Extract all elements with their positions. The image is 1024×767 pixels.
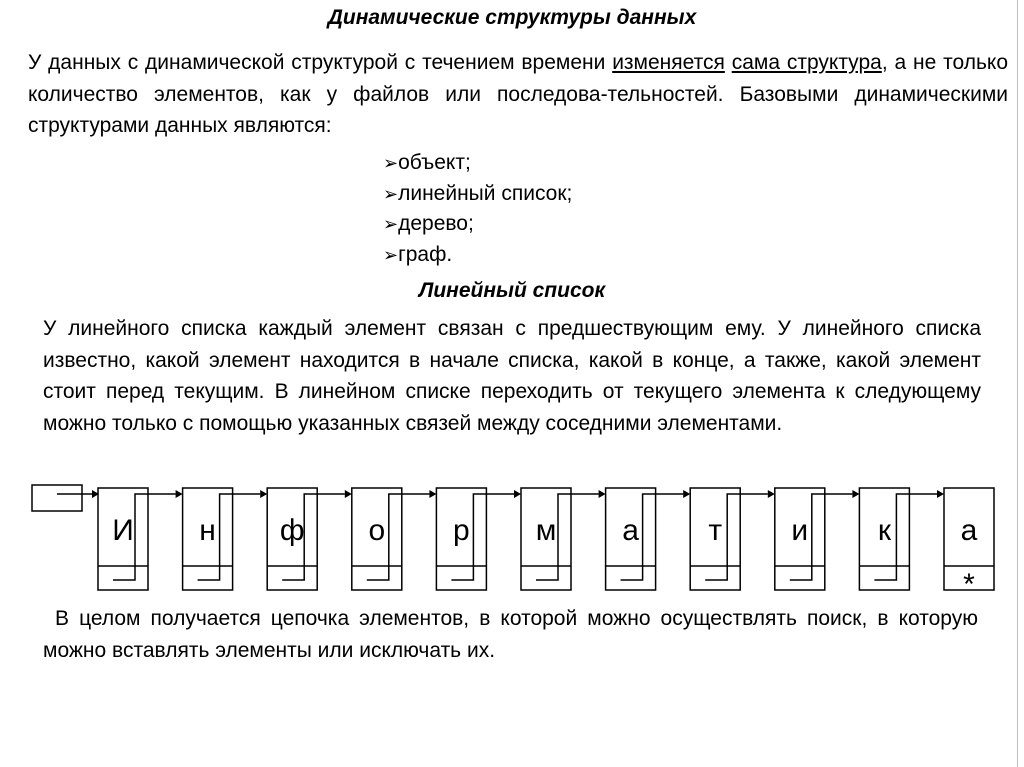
node-link-arrowhead [852, 490, 859, 498]
section-subtitle: Линейный список [418, 279, 606, 302]
conclusion-paragraph: В целом получается цепочка элементов, в которой можно осуществлять поиск, в которую можно вставлять элементы или исключать их. [43, 607, 978, 662]
list-item-label: линейный список; [398, 181, 573, 205]
arrow-bullet-icon: ➢ [383, 183, 399, 204]
node-link-arrowhead [683, 490, 690, 498]
arrow-bullet-icon: ➢ [383, 214, 399, 234]
head-pointer-box [32, 485, 82, 511]
list-item [383, 240, 572, 271]
slide-border [1017, 0, 1018, 767]
node-letter: н [199, 514, 216, 547]
node-letter: м [535, 514, 557, 547]
structure-list [383, 148, 572, 270]
node-link-arrowhead [768, 490, 775, 498]
node-link-arrowhead [599, 490, 606, 498]
intro-space [725, 51, 732, 74]
list-item-label: объект; [398, 151, 471, 174]
node-link-arrowhead [345, 490, 352, 498]
arrow-bullet-icon: ➢ [383, 244, 399, 265]
intro-text-2: , а не только количество элементов, как у файлов или последова-тельностей. Базовыми динамическими структурами данных являются: [28, 51, 1008, 137]
node-letter: т [708, 514, 723, 547]
node-letter: И [112, 514, 134, 547]
null-pointer-marker: * [963, 568, 975, 600]
node-letter: а [960, 514, 978, 547]
node-letter: р [453, 514, 470, 547]
node-letter: о [368, 514, 386, 547]
intro-underline-2: сама структура [731, 51, 882, 74]
node-letter: ф [279, 514, 305, 547]
intro-paragraph [28, 47, 1008, 142]
node-letter: а [622, 514, 639, 547]
node-link-arrowhead [260, 490, 267, 498]
intro-underline-1: изменяется [612, 51, 725, 74]
linked-list-diagram [0, 470, 1024, 600]
intro-text-1: У данных с динамической структурой с течением времени [28, 51, 613, 74]
arrow-bullet-icon: ➢ [383, 153, 399, 173]
list-item [383, 179, 572, 210]
node-letter: к [877, 514, 891, 547]
list-item-label: граф. [398, 242, 453, 266]
list-item [383, 148, 572, 179]
node-link-arrowhead [429, 490, 436, 498]
page-title: Динамические структуры данных [327, 6, 697, 29]
node-letter: и [791, 514, 809, 547]
list-item [383, 209, 572, 240]
node-link-arrowhead [514, 490, 521, 498]
node-link-arrowhead [937, 490, 944, 498]
description-paragraph: У линейного списка каждый элемент связан с предшествующим ему. У линейного списка известно, какой элемент находится в начале списка, какой в конце, а также, какой элемент стоит перед текущим. В линейном списке переходить от текущего элемента к следующему можно только с помощью указанных связей между соседними элементами. [43, 317, 981, 435]
list-item-label: дерево; [398, 212, 474, 235]
node-link-arrowhead [176, 490, 183, 498]
